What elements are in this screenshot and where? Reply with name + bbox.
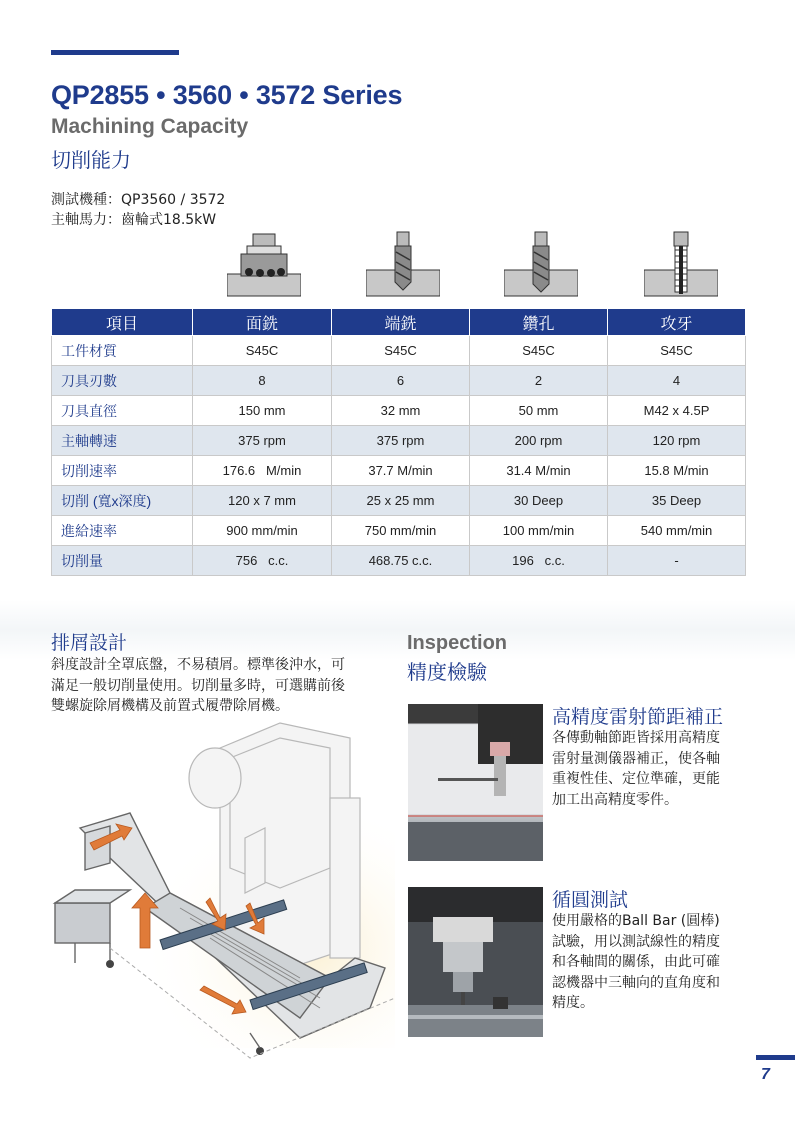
ballbar-test-photo <box>408 887 543 1037</box>
table-cell: 2 <box>470 366 608 396</box>
table-cell: 375 rpm <box>332 426 470 456</box>
table-header-cell: 攻牙 <box>608 309 746 336</box>
table-cell: S45C <box>608 336 746 366</box>
laser-text <box>552 728 752 810</box>
table-cell: 25 x 25 mm <box>332 486 470 516</box>
face-mill-icon <box>227 230 301 298</box>
table-cell: 750 mm/min <box>332 516 470 546</box>
chip-design-text <box>51 655 391 717</box>
chip-design-heading: 排屑設計 <box>51 632 128 654</box>
row-label: 主軸轉速 <box>52 426 193 456</box>
text-line: 各傳動軸節距皆採用高精度 <box>552 730 720 746</box>
table-row <box>52 486 746 516</box>
spindle-power-spec: 主軸馬力：齒輪式18.5kW <box>51 212 217 228</box>
table-cell: 540 mm/min <box>608 516 746 546</box>
ballbar-photo-graphic <box>408 887 543 1037</box>
inspection-title-en: Inspection <box>407 632 508 654</box>
ballbar-text <box>552 911 752 1014</box>
table-header-cell: 端銑 <box>332 309 470 336</box>
table-row <box>52 456 746 486</box>
text-line: 雙螺旋除屑機構及前置式履帶除屑機。 <box>51 698 289 714</box>
table-cell: 8 <box>193 366 332 396</box>
subtitle-zh: 切削能力 <box>51 148 131 172</box>
table-cell: 6 <box>332 366 470 396</box>
laser-heading: 高精度雷射節距補正 <box>552 706 724 728</box>
machining-capacity-table <box>51 308 746 576</box>
text-line: 重複性佳、定位準確，更能 <box>552 771 720 787</box>
table-cell: M42 x 4.5P <box>608 396 746 426</box>
table-cell: S45C <box>470 336 608 366</box>
table-cell: 900 mm/min <box>193 516 332 546</box>
table-header-cell: 鑽孔 <box>470 309 608 336</box>
top-accent-bar <box>51 50 179 55</box>
text-line: 斜度設計全罩底盤，不易積屑。標準後沖水，可 <box>51 657 345 673</box>
table-cell: - <box>608 546 746 576</box>
row-label: 切削量 <box>52 546 193 576</box>
laser-calibration-photo <box>408 704 543 861</box>
subtitle-en: Machining Capacity <box>51 115 249 138</box>
table-cell: 35 Deep <box>608 486 746 516</box>
table-cell: 4 <box>608 366 746 396</box>
laser-photo-graphic <box>408 704 543 861</box>
table-row <box>52 366 746 396</box>
table-cell: 200 rpm <box>470 426 608 456</box>
table-cell: 150 mm <box>193 396 332 426</box>
table-cell: 756 c.c. <box>193 546 332 576</box>
table-header-cell: 面銑 <box>193 309 332 336</box>
page-title: QP2855 • 3560 • 3572 Series <box>51 80 403 110</box>
row-label: 刀具直徑 <box>52 396 193 426</box>
table-cell: 196 c.c. <box>470 546 608 576</box>
table-row <box>52 396 746 426</box>
table-row <box>52 426 746 456</box>
row-label: 進給速率 <box>52 516 193 546</box>
table-cell: 375 rpm <box>193 426 332 456</box>
table-row <box>52 336 746 366</box>
text-line: 雷射量測儀器補正，使各軸 <box>552 750 720 767</box>
table-cell: S45C <box>193 336 332 366</box>
table-cell: 120 rpm <box>608 426 746 456</box>
table-header-row <box>52 309 746 336</box>
text-line: 精度。 <box>552 995 594 1011</box>
row-label: 切削 (寬x深度) <box>52 486 193 516</box>
table-cell: 100 mm/min <box>470 516 608 546</box>
page-number: 7 <box>761 1066 770 1083</box>
row-label: 刀具刃數 <box>52 366 193 396</box>
table-cell: 50 mm <box>470 396 608 426</box>
text-line: 使用嚴格的Ball Bar (圓棒) <box>552 913 720 929</box>
table-cell: 15.8 M/min <box>608 456 746 486</box>
table-cell: 120 x 7 mm <box>193 486 332 516</box>
table-cell: 32 mm <box>332 396 470 426</box>
row-label: 切削速率 <box>52 456 193 486</box>
table-cell: S45C <box>332 336 470 366</box>
table-cell: 37.7 M/min <box>332 456 470 486</box>
text-line: 滿足一般切削量使用。切削量多時，可選購前後 <box>51 677 345 694</box>
end-mill-icon <box>366 230 440 298</box>
page-number-bar <box>756 1055 795 1060</box>
row-label: 工件材質 <box>52 336 193 366</box>
test-model-spec: 測試機種：QP3560 / 3572 <box>51 192 226 208</box>
inspection-title-zh: 精度檢驗 <box>407 660 487 684</box>
chip-conveyor-illustration <box>50 718 395 1068</box>
table-row <box>52 516 746 546</box>
table-header-cell: 項目 <box>52 309 193 336</box>
table-cell: 30 Deep <box>470 486 608 516</box>
tap-icon <box>644 230 718 298</box>
table-cell: 176.6 M/min <box>193 456 332 486</box>
table-cell: 31.4 M/min <box>470 456 608 486</box>
drill-icon <box>504 230 578 298</box>
table-row <box>52 546 746 576</box>
text-line: 和各軸間的關係，由此可確 <box>552 954 720 970</box>
text-line: 加工出高精度零件。 <box>552 791 678 808</box>
ballbar-heading: 循圓測試 <box>552 889 629 911</box>
text-line: 認機器中三軸向的直角度和 <box>552 974 720 991</box>
text-line: 試驗，用以測試線性的精度 <box>552 933 720 950</box>
table-cell: 468.75 c.c. <box>332 546 470 576</box>
